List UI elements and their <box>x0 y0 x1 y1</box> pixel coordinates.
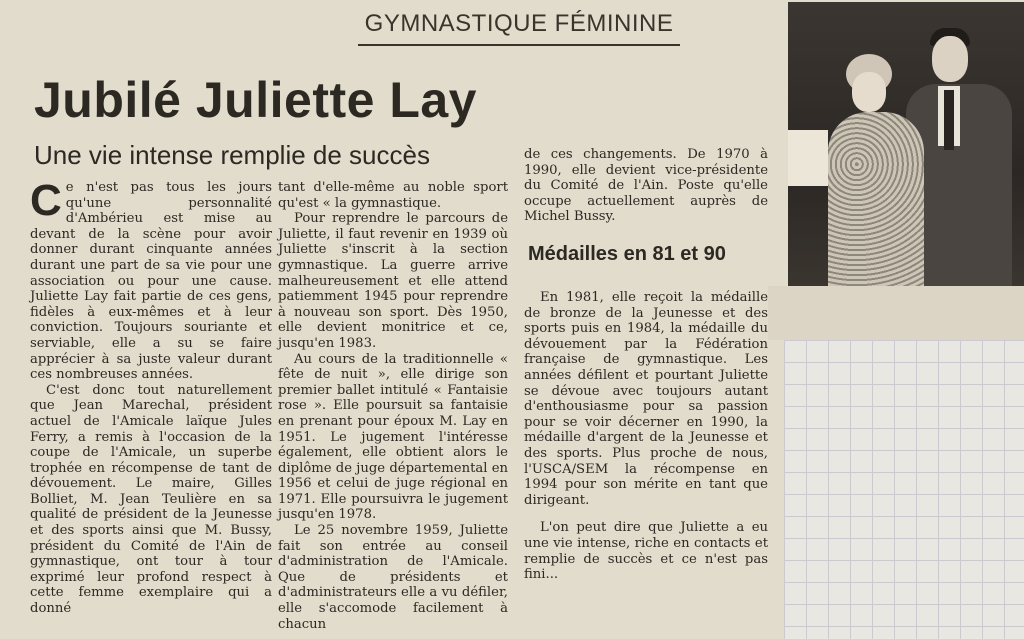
paragraph-text: e n'est pas tous les jours qu'une personnalité d'Ambérieu est mise au devant de la scène pour avoir donner durant cinquante années durant une part de sa vie pour une association ou pour une cause. Juliette Lay fait partie de ces gens, fidèles à eux-mêmes et à leur conviction. Toujours souriante et serviable, elle a su se faire apprécier à sa juste valeur durant ces nombreuses années. <box>30 180 272 383</box>
article-subhead: Une vie intense remplie de succès <box>34 140 430 170</box>
article-intertitle: Médailles en 81 et 90 <box>528 243 726 265</box>
clipping-margin <box>768 286 1024 340</box>
article-photo <box>788 2 1024 286</box>
column-1-paragraph-1 <box>30 176 272 383</box>
grid-paper-background <box>784 340 1024 639</box>
column-2-paragraph-1: tant d'elle-même au noble sport qu'est « la gymnastique. <box>278 180 508 211</box>
section-kicker: GYMNASTIQUE FÉMININE <box>358 6 680 46</box>
photo-woman-face <box>852 72 886 112</box>
column-2-paragraph-4: Le 25 novembre 1959, Juliette fait son entrée au conseil d'administration de l'Amicale. Que de présidents et d'administrateurs elle a vu défiler, elle s'accomode facilement à chacun <box>278 523 508 632</box>
photo-trophy-paper <box>788 130 828 186</box>
column-2-paragraph-2: Pour reprendre le parcours de Juliette, il faut revenir en 1939 où Juliette s'inscrit à la section gymnastique. La guerre arrive malheureusement et elle attend patiemment 1945 pour reprendre à nouveau son sport. Dès 1950, elle devient monitrice et ce, jusqu'en 1983. <box>278 211 508 351</box>
column-3-paragraph-1: de ces changements. De 1970 à 1990, elle devient vice-présidente du Comité de l'Ain. Poste qu'elle occupe actuellement auprès de Michel Bussy. <box>524 147 768 225</box>
article-column-2 <box>278 180 508 632</box>
column-3-paragraph-2: En 1981, elle reçoit la médaille de bronze de la Jeunesse et des sports puis en 1984, la médaille du dévouement par la Fédération française de gymnastique. Les années défilent et pourtant Juliette se dévoue avec toujours autant d'enthousiasme pour sa passion pour se voir décerner en 1990, la médaille d'argent de la Jeunesse et des sports. Plus proche de nous, l'USCA/SEM la récompense en 1994 pour son mérite en tant que dirigeant. <box>524 290 768 508</box>
drop-cap: C <box>30 176 62 225</box>
article-headline: Jubilé Juliette Lay <box>34 72 477 128</box>
article-column-1 <box>30 176 272 617</box>
photo-man-face <box>932 36 968 82</box>
article-column-3-bottom <box>524 290 768 583</box>
article-column-3-top <box>524 147 768 225</box>
column-1-paragraph-2: C'est donc tout naturellement que Jean Marechal, président actuel de l'Amicale laïque Jules Ferry, a remis à l'occasion de la coupe de l'Amicale, un superbe trophée en récompense de tant de dévouement. Le maire, Gilles Bolliet, M. Jean Teulière en sa qualité de président de la Jeunesse et des sports ainsi que M. Bussy, président du Comité de l'Ain de gymnastique, ont tour à tour exprimé leur profond respect à cette femme exemplaire qui a donné <box>30 382 272 617</box>
photo-man-tie <box>944 90 954 150</box>
photo-woman-dress <box>828 112 924 286</box>
column-3-paragraph-3: L'on peut dire que Juliette a eu une vie intense, riche en contacts et remplie de succès et ce n'est pas fini... <box>524 520 768 583</box>
column-2-paragraph-3: Au cours de la traditionnelle « fête de nuit », elle dirige son premier ballet intitulé « Fantaisie rose ». Elle poursuit sa fantaisie en prenant pour époux M. Lay en 1951. Le jugement l'intéresse également, elle obtient alors le diplôme de juge départemental en 1956 et celui de juge régional en 1971. Elle poursuivra le jugement jusqu'en 1978. <box>278 351 508 523</box>
